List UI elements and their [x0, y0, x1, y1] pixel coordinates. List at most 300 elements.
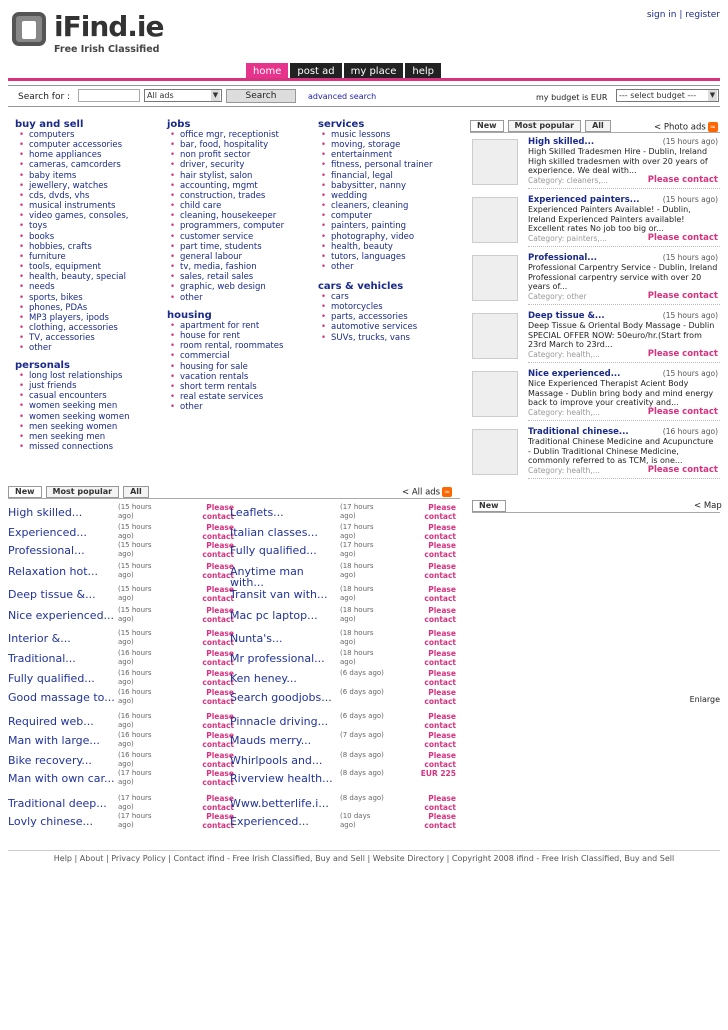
- tab-underline: [470, 132, 720, 133]
- list-ad-row[interactable]: [8, 541, 236, 561]
- list-ad-row[interactable]: [230, 751, 458, 771]
- category-list-buy-and-sell: [17, 130, 134, 353]
- ad-title[interactable]: Nunta's...: [230, 632, 283, 645]
- category-link-health-beauty[interactable]: • health, beauty: [319, 242, 432, 252]
- category-link-jewellery-watches[interactable]: • jewellery, watches: [17, 181, 134, 191]
- ad-price: Please contact: [202, 812, 234, 830]
- ad-time: (6 days ago): [340, 712, 384, 720]
- category-link-commercial[interactable]: • commercial: [168, 351, 283, 361]
- ad-time: (15 hours ago): [662, 137, 718, 146]
- list-ad-row[interactable]: [8, 562, 236, 582]
- tab-most-popular[interactable]: Most popular: [508, 120, 582, 132]
- category-link-general-labour[interactable]: • general labour: [168, 252, 284, 262]
- category-link-photography-video[interactable]: • photography, video: [319, 232, 432, 242]
- ad-title[interactable]: Fully qualified...: [230, 544, 317, 557]
- ad-title[interactable]: High skilled...: [8, 506, 83, 519]
- ad-title[interactable]: Transit van with...: [230, 588, 328, 601]
- ad-price: Please contact: [424, 751, 456, 769]
- category-link-financial-legal[interactable]: • financial, legal: [319, 171, 432, 181]
- photo-ads-link[interactable]: [654, 122, 718, 133]
- ad-category[interactable]: Category: health,...: [528, 350, 600, 359]
- category-link-other[interactable]: • other: [168, 293, 284, 303]
- ad-time: (18 hours ago): [340, 562, 374, 579]
- logo-tagline: Free Irish Classified: [54, 44, 160, 55]
- ad-title[interactable]: Nice experienced...: [528, 369, 621, 379]
- ad-time: (15 hours ago): [118, 523, 152, 540]
- category-link-computers[interactable]: • computers: [17, 130, 134, 140]
- ad-category[interactable]: Category: health,...: [528, 408, 600, 417]
- ad-time: (17 hours ago): [340, 541, 374, 558]
- category-link-painters-painting[interactable]: • painters, painting: [319, 221, 432, 231]
- ad-price: Please contact: [202, 562, 234, 580]
- list-ad-row[interactable]: [230, 812, 458, 832]
- list-ad-row[interactable]: [230, 794, 458, 814]
- tab-all[interactable]: All: [123, 486, 149, 498]
- category-link-computer-accessories[interactable]: • computer accessories: [17, 140, 134, 150]
- ad-price: Please contact: [202, 669, 234, 687]
- ad-price: Please contact: [202, 629, 234, 647]
- register-link[interactable]: register: [685, 10, 720, 20]
- ad-title[interactable]: Good massage to...: [8, 691, 115, 704]
- category-list-jobs: [168, 130, 284, 303]
- category-link-accounting-mgmt[interactable]: • accounting, mgmt: [168, 181, 284, 191]
- ad-time: (15 hours ago): [118, 541, 152, 558]
- category-link-computer[interactable]: • computer: [319, 211, 432, 221]
- list-ad-row[interactable]: [8, 629, 236, 649]
- ad-time: (15 hours ago): [662, 311, 718, 320]
- list-ad-row[interactable]: [8, 503, 236, 523]
- category-link-mp3-players-ipods[interactable]: • MP3 players, ipods: [17, 313, 134, 323]
- ad-time: (17 hours ago): [340, 503, 374, 520]
- photo-ad-item[interactable]: [470, 253, 720, 307]
- ad-title[interactable]: Deep tissue &...: [8, 588, 96, 601]
- ad-separator: [528, 478, 720, 479]
- category-link-needs[interactable]: • needs: [17, 282, 134, 292]
- tab-new[interactable]: New: [8, 486, 42, 498]
- ad-title[interactable]: Relaxation hot...: [8, 565, 99, 578]
- budget-select[interactable]: --- select budget --- ▼: [616, 89, 719, 102]
- tab-most-popular[interactable]: Most popular: [46, 486, 120, 498]
- list-ad-row[interactable]: [8, 669, 236, 689]
- ad-time: (18 hours ago): [340, 629, 374, 646]
- list-ad-row[interactable]: [8, 751, 236, 771]
- category-link-child-care[interactable]: • child care: [168, 201, 284, 211]
- ad-title[interactable]: Nice experienced...: [8, 609, 115, 622]
- tab-my-place[interactable]: my place: [344, 63, 404, 80]
- category-link-babysitter-nanny[interactable]: • babysitter, nanny: [319, 181, 432, 191]
- tab-new[interactable]: New: [472, 500, 506, 512]
- category-link-cleaning-housekeeper[interactable]: • cleaning, housekeeper: [168, 211, 284, 221]
- photo-ad-item[interactable]: [470, 311, 720, 365]
- photo-ad-item[interactable]: [470, 369, 720, 423]
- category-link-part-time-students[interactable]: • part time, students: [168, 242, 284, 252]
- ad-time: (16 hours ago): [118, 669, 152, 686]
- ad-thumbnail[interactable]: [472, 255, 518, 301]
- ad-title[interactable]: Search goodjobs...: [230, 691, 332, 704]
- category-link-entertainment[interactable]: • entertainment: [319, 150, 432, 160]
- ad-separator: [528, 188, 720, 189]
- search-button[interactable]: Search: [226, 89, 296, 103]
- category-link-baby-items[interactable]: • baby items: [17, 171, 134, 181]
- category-link-tutors-languages[interactable]: • tutors, languages: [319, 252, 432, 262]
- category-link-other[interactable]: • other: [17, 343, 134, 353]
- category-link-suvs-trucks-vans[interactable]: • SUVs, trucks, vans: [319, 333, 417, 343]
- category-link-health-beauty-special[interactable]: • health, beauty, special: [17, 272, 134, 282]
- ad-time: (16 hours ago): [118, 731, 152, 748]
- ad-title[interactable]: Ken heney...: [230, 672, 297, 685]
- ad-time: (16 hours ago): [118, 649, 152, 666]
- ad-price: Please contact: [424, 629, 456, 647]
- category-link-women-seeking-women[interactable]: • women seeking women: [17, 412, 129, 422]
- category-link-furniture[interactable]: • furniture: [17, 252, 134, 262]
- ad-title[interactable]: Italian classes...: [230, 526, 318, 539]
- category-link-automotive-services[interactable]: • automotive services: [319, 322, 417, 332]
- category-list-personals: [17, 371, 129, 452]
- ad-time: (18 hours ago): [340, 606, 374, 623]
- category-link-men-seeking-men[interactable]: • men seeking men: [17, 432, 129, 442]
- list-ad-row[interactable]: [8, 585, 236, 605]
- ad-description: Nice Experienced Therapist Acient Body Massage - Dublin bring body and mind energy back to improve your creativity and...: [528, 379, 714, 407]
- category-link-non-profit-sector[interactable]: • non profit sector: [168, 150, 284, 160]
- ad-price: Please contact: [424, 794, 456, 812]
- ad-title[interactable]: Experienced painters...: [528, 195, 640, 205]
- category-heading-housing[interactable]: housing: [167, 310, 212, 321]
- footer[interactable]: Help | About | Privacy Policy | Contact ifind - Free Irish Classified, Buy and Sell | Website Directory | Copyright 2008 ifind - Free Irish Classified, Buy and Sell: [8, 850, 720, 863]
- ad-title[interactable]: Man with own car...: [8, 772, 115, 785]
- ad-description: Experienced Painters Available! - Dublin, Ireland Experienced Painters available! Excellent rates No job too big or...: [528, 205, 691, 233]
- ad-time: (8 days ago): [340, 769, 384, 777]
- ad-title[interactable]: Mac pc laptop...: [230, 609, 318, 622]
- category-link-room-rental-roommates[interactable]: • room rental, roommates: [168, 341, 283, 351]
- ad-contact: Please contact: [647, 407, 718, 417]
- category-link-motorcycles[interactable]: • motorcycles: [319, 302, 417, 312]
- list-ad-row[interactable]: [8, 731, 236, 751]
- tab-new[interactable]: New: [470, 120, 504, 132]
- ad-description: Professional Carpentry Service - Dublin, Ireland Professional carpentry service with over 20 years of...: [528, 263, 718, 291]
- ad-title[interactable]: Fully qualified...: [8, 672, 95, 685]
- category-link-tools-equipment[interactable]: • tools, equipment: [17, 262, 134, 272]
- ad-price: Please contact: [202, 649, 234, 667]
- category-link-customer-service[interactable]: • customer service: [168, 232, 284, 242]
- ad-price: Please contact: [202, 503, 234, 521]
- ad-time: (7 days ago): [340, 731, 384, 739]
- category-link-missed-connections[interactable]: • missed connections: [17, 442, 129, 452]
- category-heading-jobs[interactable]: jobs: [167, 119, 191, 130]
- ad-price: Please contact: [424, 503, 456, 521]
- ad-title[interactable]: Traditional...: [8, 652, 76, 665]
- ad-contact: Please contact: [647, 175, 718, 185]
- search-input[interactable]: [78, 89, 140, 102]
- map-link[interactable]: < Map: [694, 501, 722, 511]
- category-link-house-for-rent[interactable]: • house for rent: [168, 331, 283, 341]
- ad-price: Please contact: [202, 541, 234, 559]
- ad-title[interactable]: Experienced...: [8, 526, 87, 539]
- ad-thumbnail[interactable]: [472, 429, 518, 475]
- list-ad-row[interactable]: [230, 769, 458, 789]
- list-ad-row[interactable]: [8, 606, 236, 626]
- ad-title[interactable]: Riverview health...: [230, 772, 333, 785]
- ad-thumbnail[interactable]: [472, 313, 518, 359]
- ad-title[interactable]: Anytime man with...: [230, 565, 304, 589]
- ad-time: (15 hours ago): [118, 629, 152, 646]
- ad-title[interactable]: Required web...: [8, 715, 94, 728]
- ad-price: Please contact: [202, 585, 234, 603]
- list-ads-tabs: [8, 486, 149, 498]
- ad-price: Please contact: [202, 731, 234, 749]
- ad-time: (15 hours ago): [662, 253, 718, 262]
- category-link-sales-retail-sales[interactable]: • sales, retail sales: [168, 272, 284, 282]
- ad-title[interactable]: Leaflets...: [230, 506, 284, 519]
- ad-price: Please contact: [202, 523, 234, 541]
- ad-title[interactable]: Lovly chinese...: [8, 815, 94, 828]
- ad-price: Please contact: [424, 585, 456, 603]
- tab-underline: [8, 498, 460, 499]
- category-link-home-appliances[interactable]: • home appliances: [17, 150, 134, 160]
- category-link-video-games-consoles[interactable]: • video games, consoles,: [17, 211, 134, 221]
- category-link-women-seeking-men[interactable]: • women seeking men: [17, 401, 129, 411]
- ad-title[interactable]: Mr professional...: [230, 652, 325, 665]
- tab-help[interactable]: help: [405, 63, 441, 80]
- ad-time: (6 days ago): [340, 669, 384, 677]
- search-bar: [8, 85, 720, 107]
- list-ad-row[interactable]: [8, 688, 236, 708]
- ad-price: Please contact: [424, 649, 456, 667]
- category-link-books[interactable]: • books: [17, 232, 134, 242]
- list-ad-row[interactable]: [230, 541, 458, 561]
- rss-icon[interactable]: ≈: [442, 487, 452, 497]
- ad-thumbnail[interactable]: [472, 197, 518, 243]
- ad-price: EUR 225: [420, 769, 456, 778]
- ad-title[interactable]: Pinnacle driving...: [230, 715, 329, 728]
- ad-time: (15 hours ago): [118, 562, 152, 579]
- ad-time: (17 hours ago): [118, 794, 152, 811]
- ad-title[interactable]: Traditional chinese...: [528, 427, 629, 437]
- tab-underline: [472, 512, 720, 513]
- list-ad-row[interactable]: [230, 688, 458, 708]
- ad-description: Traditional Chinese Medicine and Acupuncture - Dublin Traditional Chinese Medicine, commonly referred to as TCM, is one...: [528, 437, 714, 465]
- list-ad-row[interactable]: [230, 629, 458, 649]
- ad-time: (16 hours ago): [118, 751, 152, 768]
- ad-time: (17 hours ago): [118, 769, 152, 786]
- ad-time: (8 days ago): [340, 751, 384, 759]
- all-ads-link-label[interactable]: < All ads: [402, 487, 441, 498]
- category-link-bar-food-hospitality[interactable]: • bar, food, hospitality: [168, 140, 284, 150]
- ad-price: Please contact: [424, 688, 456, 706]
- ad-time: (8 days ago): [340, 794, 384, 802]
- category-link-parts-accessories[interactable]: • parts, accessories: [319, 312, 417, 322]
- ad-time: (15 hours ago): [662, 195, 718, 204]
- category-link-tv-accessories[interactable]: • TV, accessories: [17, 333, 134, 343]
- category-heading-cars[interactable]: cars & vehicles: [318, 281, 404, 292]
- ad-time: (16 hours ago): [118, 712, 152, 729]
- category-list-services: [319, 130, 432, 272]
- ad-title[interactable]: Bike recovery...: [8, 754, 92, 767]
- category-heading-services[interactable]: services: [318, 119, 365, 130]
- ad-price: Please contact: [424, 669, 456, 687]
- category-link-moving-storage[interactable]: • moving, storage: [319, 140, 432, 150]
- category-link-phones-pdas[interactable]: • phones, PDAs: [17, 303, 134, 313]
- category-link-long-lost-relationships[interactable]: • long lost relationships: [17, 371, 129, 381]
- category-link-cleaners-cleaning[interactable]: • cleaners, cleaning: [319, 201, 432, 211]
- rss-icon[interactable]: ≈: [708, 122, 718, 132]
- ad-category[interactable]: Category: painters,...: [528, 234, 607, 243]
- ad-category[interactable]: Category: cleaners,...: [528, 176, 608, 185]
- ad-title[interactable]: Man with large...: [8, 734, 100, 747]
- ad-category[interactable]: Category: other: [528, 292, 587, 301]
- ad-price: Please contact: [202, 712, 234, 730]
- ad-description: Deep Tissue & Oriental Body Massage - Dublin SPECIAL OFFER NOW: 50euro/hr.(Start from 23rd March to 23rd...: [528, 321, 715, 349]
- ad-title[interactable]: Interior &...: [8, 632, 71, 645]
- category-link-cameras-camcorders[interactable]: • cameras, camcorders: [17, 160, 134, 170]
- category-link-sports-bikes[interactable]: • sports, bikes: [17, 293, 134, 303]
- ad-time: (16 hours ago): [662, 427, 718, 436]
- ad-price: Please contact: [424, 606, 456, 624]
- category-link-hair-stylist-salon[interactable]: • hair stylist, salon: [168, 171, 284, 181]
- ad-title[interactable]: Deep tissue &...: [528, 311, 605, 321]
- photo-ads-link-label[interactable]: < Photo ads: [654, 122, 706, 133]
- category-list-cars: [319, 292, 417, 343]
- category-link-real-estate-services[interactable]: • real estate services: [168, 392, 283, 402]
- ad-separator: [528, 362, 720, 363]
- category-link-other[interactable]: • other: [168, 402, 283, 412]
- ad-title[interactable]: High skilled...: [528, 137, 595, 147]
- category-link-graphic-web-design[interactable]: • graphic, web design: [168, 282, 284, 292]
- list-ad-row[interactable]: [230, 712, 458, 732]
- sign-in-link[interactable]: sign in: [646, 10, 677, 20]
- category-heading-personals[interactable]: personals: [15, 360, 70, 371]
- ad-thumbnail[interactable]: [472, 371, 518, 417]
- category-link-driver-security[interactable]: • driver, security: [168, 160, 284, 170]
- ad-category[interactable]: Category: health,...: [528, 466, 600, 475]
- list-ad-row[interactable]: [8, 794, 236, 814]
- tab-all[interactable]: All: [585, 120, 611, 132]
- category-link-casual-encounters[interactable]: • casual encounters: [17, 391, 129, 401]
- category-link-cars[interactable]: • cars: [319, 292, 417, 302]
- ad-separator: [528, 420, 720, 421]
- ad-title[interactable]: Experienced...: [230, 815, 309, 828]
- list-ad-row[interactable]: [230, 649, 458, 669]
- tab-home[interactable]: home: [246, 63, 288, 80]
- list-ad-row[interactable]: [230, 585, 458, 605]
- category-link-men-seeking-women[interactable]: • men seeking women: [17, 422, 129, 432]
- map-tabs: [472, 500, 506, 512]
- photo-ads-tabs: [470, 120, 611, 132]
- category-link-wedding[interactable]: • wedding: [319, 191, 432, 201]
- list-ad-row[interactable]: [8, 769, 236, 789]
- photo-ad-item[interactable]: [470, 195, 720, 249]
- ad-title[interactable]: Traditional deep...: [8, 797, 107, 810]
- list-ad-row[interactable]: [230, 503, 458, 523]
- search-label: Search for :: [18, 92, 71, 102]
- category-link-just-friends[interactable]: • just friends: [17, 381, 129, 391]
- list-ad-row[interactable]: [8, 649, 236, 669]
- category-link-office-mgr-receptionist[interactable]: • office mgr, receptionist: [168, 130, 284, 140]
- ad-price: Please contact: [424, 541, 456, 559]
- ad-contact: Please contact: [647, 291, 718, 301]
- ad-time: (18 hours ago): [340, 649, 374, 666]
- photo-ad-item[interactable]: [470, 427, 720, 481]
- list-ad-row[interactable]: [230, 669, 458, 689]
- ad-title[interactable]: Mauds merry...: [230, 734, 312, 747]
- ad-time: (16 hours ago): [118, 688, 152, 705]
- header-divider: [8, 78, 720, 81]
- ad-time: (6 days ago): [340, 688, 384, 696]
- ad-time: (15 hours ago): [118, 585, 152, 602]
- ad-title[interactable]: Www.betterlife.i...: [230, 797, 329, 810]
- ad-price: Please contact: [202, 769, 234, 787]
- ad-time: (10 days ago): [340, 812, 371, 829]
- category-link-short-term-rentals[interactable]: • short term rentals: [168, 382, 283, 392]
- category-link-vacation-rentals[interactable]: • vacation rentals: [168, 372, 283, 382]
- ad-time: (17 hours ago): [340, 523, 374, 540]
- enlarge-link[interactable]: Enlarge: [689, 695, 720, 704]
- ad-time: (15 hours ago): [118, 606, 152, 623]
- list-ad-row[interactable]: [230, 562, 458, 589]
- ad-title[interactable]: Whirlpools and...: [230, 754, 323, 767]
- ad-contact: Please contact: [647, 465, 718, 475]
- ad-price: Please contact: [424, 562, 456, 580]
- category-link-musical-instruments[interactable]: • musical instruments: [17, 201, 134, 211]
- category-link-music-lessons[interactable]: • music lessons: [319, 130, 432, 140]
- ad-title[interactable]: Professional...: [528, 253, 597, 263]
- ad-price: Please contact: [424, 731, 456, 749]
- tab-post-ad[interactable]: post ad: [290, 63, 341, 80]
- list-ad-row[interactable]: [230, 523, 458, 543]
- logo-text[interactable]: iFind.ie: [54, 10, 164, 43]
- budget-label: my budget is EUR: [536, 93, 608, 102]
- list-ad-row[interactable]: [8, 712, 236, 732]
- category-link-cds-dvds-vhs[interactable]: • cds, dvds, vhs: [17, 191, 134, 201]
- ad-price: Please contact: [202, 794, 234, 812]
- all-ads-link[interactable]: [402, 487, 452, 498]
- category-link-other[interactable]: • other: [319, 262, 432, 272]
- auth-separator: |: [679, 10, 683, 20]
- category-list-housing: [168, 321, 283, 412]
- ad-price: Please contact: [424, 812, 456, 830]
- ad-price: Please contact: [202, 606, 234, 624]
- ad-price: Please contact: [424, 712, 456, 730]
- ad-time: (17 hours ago): [118, 812, 152, 829]
- category-link-construction-trades[interactable]: • construction, trades: [168, 191, 284, 201]
- auth-links: [647, 10, 720, 20]
- category-heading-buy-and-sell[interactable]: buy and sell: [15, 119, 84, 130]
- ad-separator: [528, 246, 720, 247]
- logo-icon[interactable]: [12, 12, 46, 46]
- category-link-programmers-computer[interactable]: • programmers, computer: [168, 221, 284, 231]
- list-ad-row[interactable]: [8, 523, 236, 543]
- category-link-fitness-personal-trainer[interactable]: • fitness, personal trainer: [319, 160, 432, 170]
- ad-time: (15 hours ago): [662, 369, 718, 378]
- category-link-hobbies-crafts[interactable]: • hobbies, crafts: [17, 242, 134, 252]
- category-link-toys[interactable]: • toys: [17, 221, 134, 231]
- list-ad-row[interactable]: [8, 812, 236, 832]
- ad-price: Please contact: [202, 688, 234, 706]
- category-select[interactable]: All ads ▼: [144, 89, 222, 102]
- advanced-search-link[interactable]: advanced search: [308, 92, 377, 101]
- ad-thumbnail[interactable]: [472, 139, 518, 185]
- category-link-housing-for-sale[interactable]: • housing for sale: [168, 362, 283, 372]
- ad-time: (18 hours ago): [340, 585, 374, 602]
- ad-title[interactable]: Professional...: [8, 544, 85, 557]
- list-ad-row[interactable]: [230, 731, 458, 751]
- ad-contact: Please contact: [647, 233, 718, 243]
- list-ad-row[interactable]: [230, 606, 458, 626]
- category-link-apartment-for-rent[interactable]: • apartment for rent: [168, 321, 283, 331]
- photo-ad-item[interactable]: [470, 137, 720, 191]
- category-link-clothing-accessories[interactable]: • clothing, accessories: [17, 323, 134, 333]
- ad-separator: [528, 304, 720, 305]
- category-link-tv-media-fashion[interactable]: • tv, media, fashion: [168, 262, 284, 272]
